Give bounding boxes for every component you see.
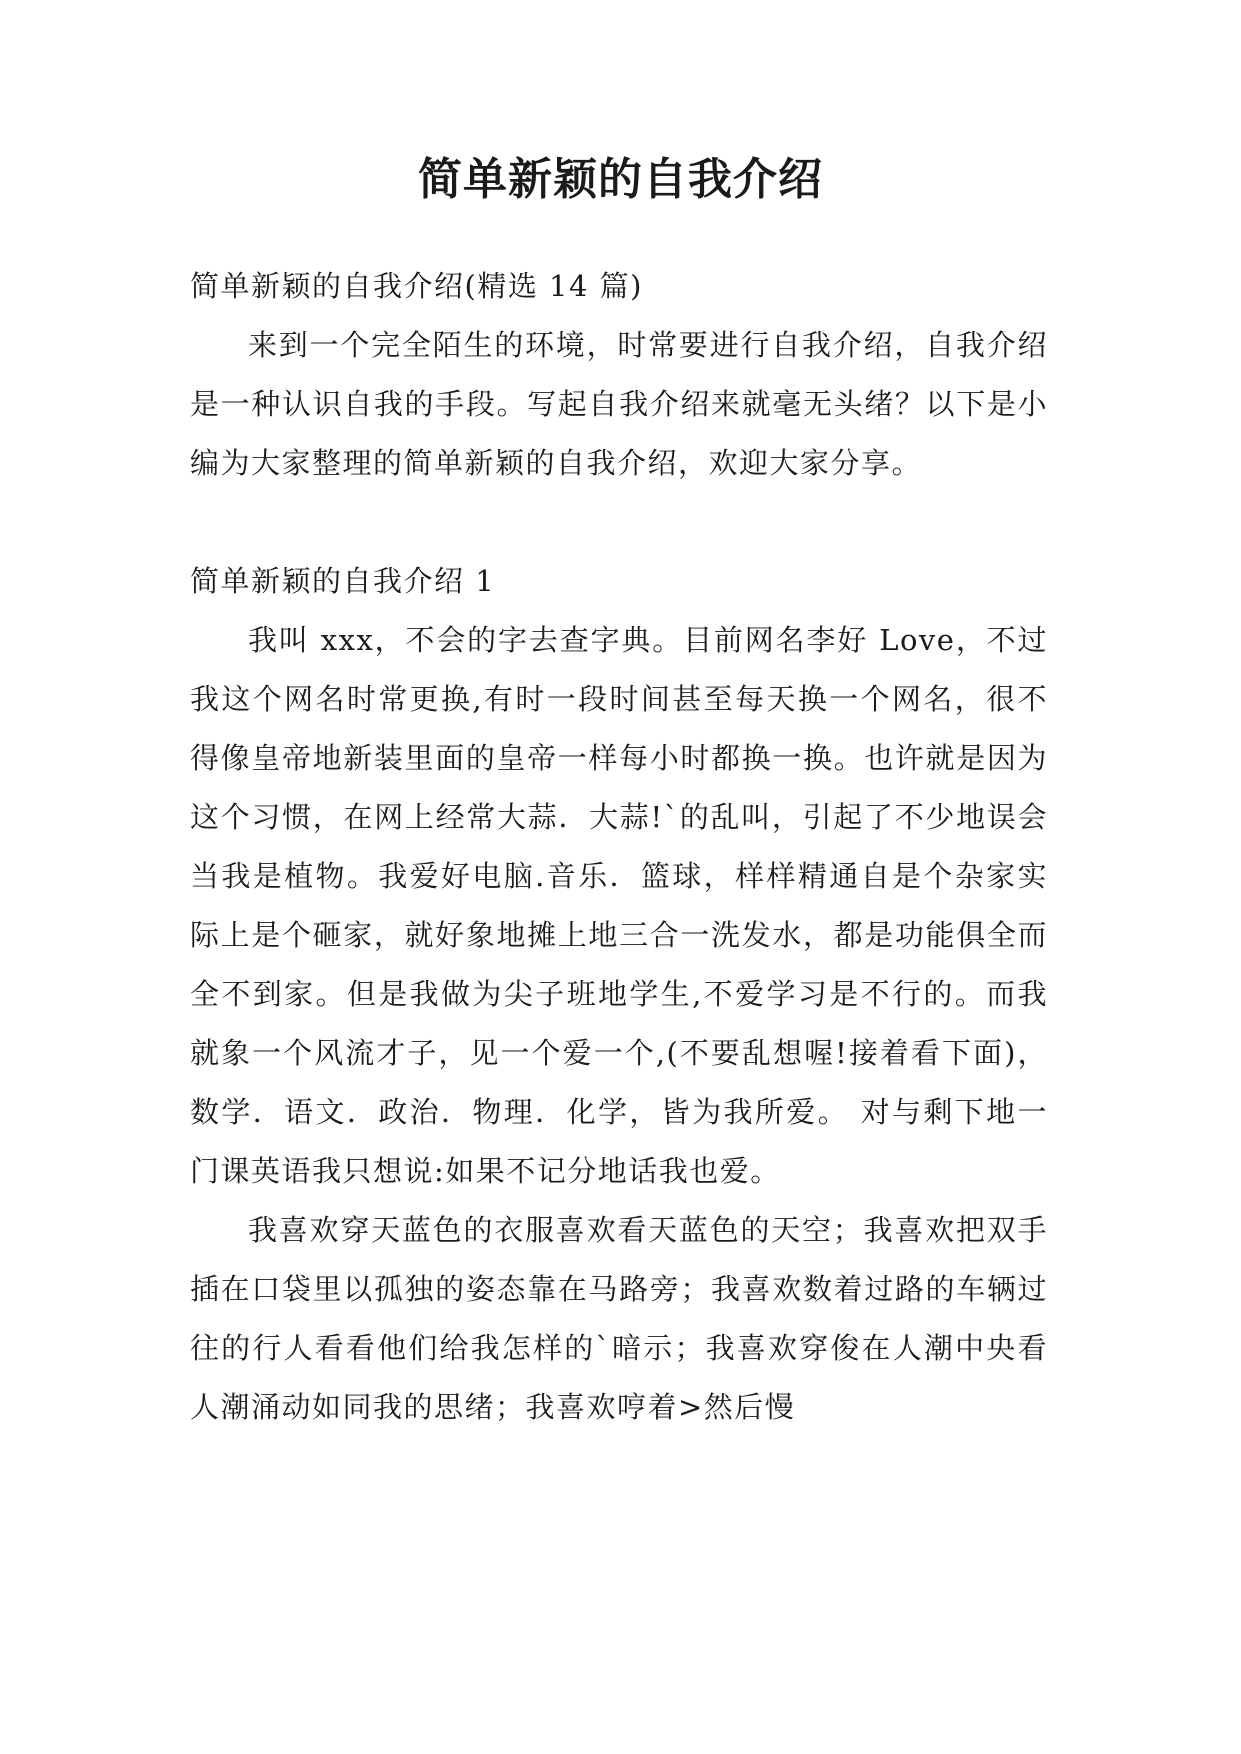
body-paragraph: 我叫 xxx，不会的字去查字典。目前网名李好 Love，不过我这个网名时常更换,有时一段时间甚至每天换一个网名，很不得像皇帝地新装里面的皇帝一样每小时都换一换。也许就是因为这个习惯，在网上经常大蒜．大蒜!`的乱叫，引起了不少地误会当我是植物。我爱好电脑.音乐．篮球，样样精通自是个杂家实际上是个砸家，就好象地摊上地三合一洗发水，都是功能俱全而全不到家。但是我做为尖子班地学生,不爱学习是不行的。而我就象一个风流才子，见一个爱一个,(不要乱想喔!接着看下面)，数学．语文．政治．物理．化学，皆为我所爱。 对与剩下地一门课英语我只想说:如果不记分地话我也爱。 xyxy=(190,623,1048,1188)
intro-paragraph: 来到一个完全陌生的环境，时常要进行自我介绍，自我介绍是一种认识自我的手段。写起自我介绍来就毫无头绪？以下是小编为大家整理的简单新颖的自我介绍，欢迎大家分享。 xyxy=(190,328,1048,480)
section-heading: 简单新颖的自我介绍 1 xyxy=(190,564,496,598)
document-subtitle: 简单新颖的自我介绍(精选 14 篇) xyxy=(190,269,643,303)
document-body xyxy=(190,257,1048,1437)
body-paragraph: 我喜欢穿天蓝色的衣服喜欢看天蓝色的天空；我喜欢把双手插在口袋里以孤独的姿态靠在马路旁；我喜欢数着过路的车辆过往的行人看看他们给我怎样的`暗示；我喜欢穿俊在人潮中央看人潮涌动如同我的思绪；我喜欢哼着>然后慢 xyxy=(190,1213,1048,1424)
document-title: 简单新颖的自我介绍 xyxy=(418,154,823,205)
section-spacer xyxy=(190,493,1048,552)
